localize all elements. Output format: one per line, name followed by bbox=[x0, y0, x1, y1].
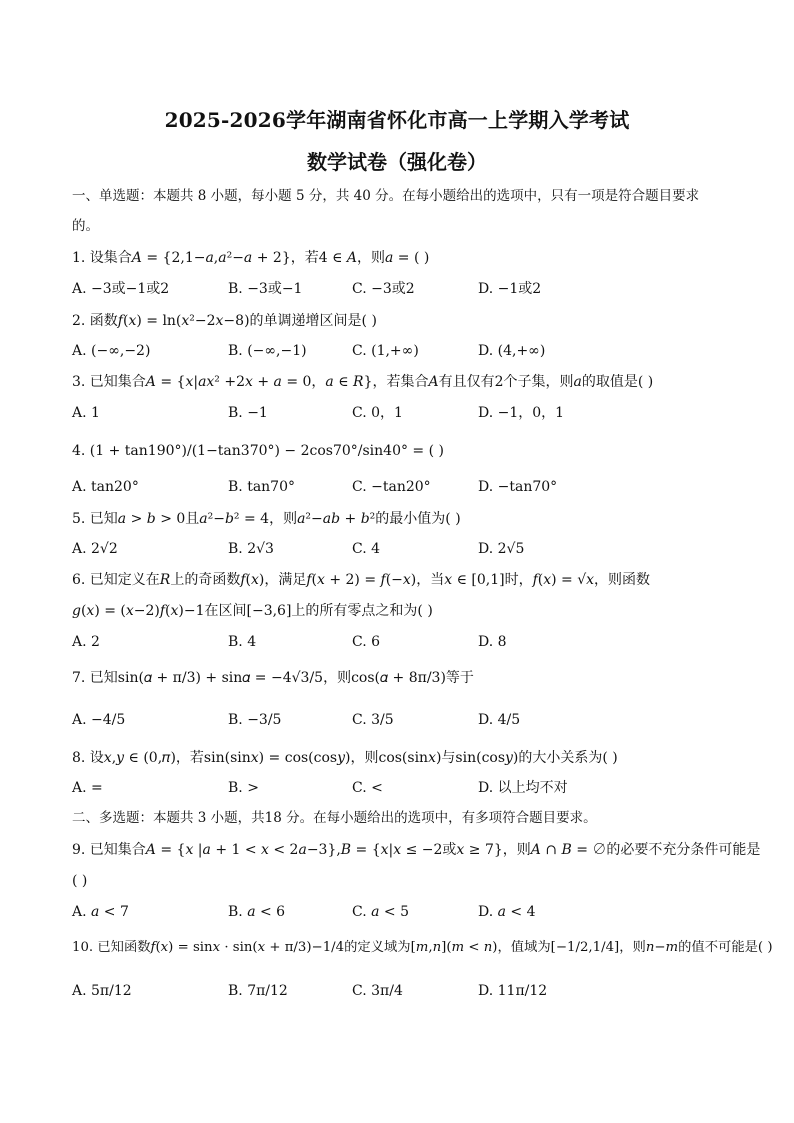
question-7-option-a: A. −4/5 bbox=[72, 712, 126, 728]
question-5-option-b: B. 2√3 bbox=[228, 541, 274, 557]
question-10-option-a: A. 5π/12 bbox=[72, 983, 132, 999]
question-5-option-c: C. 4 bbox=[352, 541, 381, 557]
question-3-option-b: B. −1 bbox=[228, 405, 268, 421]
question-10-stem: 10. 已知函数𝑓(𝑥) = sin𝑥 · sin(𝑥 + π/3)−1/4的定义域为[𝑚,𝑛](𝑚 < 𝑛)，值域为[−1/2,1/4]，则𝑛−𝑚的值不可能是( ) bbox=[72, 940, 773, 955]
question-3-option-d: D. −1，0，1 bbox=[478, 405, 565, 421]
question-2-stem: 2. 函数𝑓(𝑥) = ln(𝑥²−2𝑥−8)的单调递增区间是( ) bbox=[72, 313, 377, 329]
question-7-option-d: D. 4/5 bbox=[478, 712, 521, 728]
question-6-stem: 6. 已知定义在𝑅上的奇函数𝑓(𝑥)，满足𝑓(𝑥 + 2) = 𝑓(−𝑥)，当𝑥 ∈ [0,1]时，𝑓(𝑥) = √𝑥，则函数 bbox=[72, 572, 651, 588]
question-8-option-d: D. 以上均不对 bbox=[478, 780, 568, 796]
question-10-option-c: C. 3π/4 bbox=[352, 983, 403, 999]
question-1-option-d: D. −1或2 bbox=[478, 281, 542, 297]
question-2-option-c: C. (1,+∞) bbox=[352, 343, 419, 359]
question-8-option-b: B. > bbox=[228, 780, 259, 796]
question-1-stem: 1. 设集合𝐴 = {2,1−𝑎,𝑎²−𝑎 + 2}，若4 ∈ 𝐴，则𝑎 = ( ) bbox=[72, 250, 430, 266]
section1-instructions: 一、单选题：本题共 8 小题，每小题 5 分，共 40 分。在每小题给出的选项中，只有一项是符合题目要求 bbox=[72, 188, 700, 204]
question-3-stem: 3. 已知集合𝐴 = {𝑥|𝑎𝑥² +2𝑥 + 𝑎 = 0，𝑎 ∈ 𝑅}，若集合𝐴有且仅有2个子集，则𝑎的取值是( ) bbox=[72, 374, 654, 390]
question-9-option-c: C. 𝑎 < 5 bbox=[352, 904, 409, 920]
section2-instructions: 二、多选题：本题共 3 小题，共18 分。在每小题给出的选项中，有多项符合题目要求。 bbox=[72, 810, 597, 826]
question-8-option-c: C. < bbox=[352, 780, 383, 796]
question-4-option-a: A. tan20° bbox=[72, 479, 139, 495]
question-6-option-c: C. 6 bbox=[352, 634, 381, 650]
question-5-stem: 5. 已知𝑎 > 𝑏 > 0且𝑎²−𝑏² = 4，则𝑎²−𝑎𝑏 + 𝑏²的最小值为( ) bbox=[72, 511, 461, 527]
question-9-stem: 9. 已知集合𝐴 = {𝑥 |𝑎 + 1 < 𝑥 < 2𝑎−3},𝐵 = {𝑥|𝑥 ≤ −2或𝑥 ≥ 7}，则𝐴 ∩ 𝐵 = ∅的必要不充分条件可能是 bbox=[72, 842, 761, 858]
question-9-option-d: D. 𝑎 < 4 bbox=[478, 904, 536, 920]
question-8-stem: 8. 设𝑥,𝑦 ∈ (0,𝜋)，若sin(sin𝑥) = cos(cos𝑦)，则cos(sin𝑥)与sin(cos𝑦)的大小关系为( ) bbox=[72, 750, 618, 766]
question-2-option-d: D. (4,+∞) bbox=[478, 343, 546, 359]
question-7-option-c: C. 3/5 bbox=[352, 712, 394, 728]
question-5-option-d: D. 2√5 bbox=[478, 541, 525, 557]
question-8-option-a: A. = bbox=[72, 780, 103, 796]
question-6-option-b: B. 4 bbox=[228, 634, 257, 650]
exam-title: 2025-2026学年湖南省怀化市高一上学期入学考试 bbox=[164, 108, 630, 132]
question-6-option-d: D. 8 bbox=[478, 634, 507, 650]
question-10-option-d: D. 11π/12 bbox=[478, 983, 548, 999]
question-10-option-b: B. 7π/12 bbox=[228, 983, 288, 999]
question-2-option-b: B. (−∞,−1) bbox=[228, 343, 307, 359]
question-6-option-a: A. 2 bbox=[72, 634, 100, 650]
question-1-option-b: B. −3或−1 bbox=[228, 281, 303, 297]
question-9-stem-cont: ( ) bbox=[72, 873, 88, 889]
question-4-stem: 4. (1 + tan190°)/(1−tan370°) − 2cos70°/sin40° = ( ) bbox=[72, 443, 444, 459]
question-3-option-c: C. 0，1 bbox=[352, 405, 403, 421]
question-9-option-a: A. 𝑎 < 7 bbox=[72, 904, 129, 920]
question-4-option-b: B. tan70° bbox=[228, 479, 295, 495]
question-5-option-a: A. 2√2 bbox=[72, 541, 118, 557]
question-7-stem: 7. 已知sin(𝛼 + π/3) + sin𝛼 = −4√3/5，则cos(𝛼 + 8π/3)等于 bbox=[72, 670, 474, 686]
exam-subtitle: 数学试卷（强化卷） bbox=[307, 150, 487, 174]
question-6-stem-cont: 𝑔(𝑥) = (𝑥−2)𝑓(𝑥)−1在区间[−3,6]上的所有零点之和为( ) bbox=[72, 603, 433, 619]
question-1-option-a: A. −3或−1或2 bbox=[72, 281, 170, 297]
question-3-option-a: A. 1 bbox=[72, 405, 100, 421]
section1-instructions-cont: 的。 bbox=[72, 218, 99, 234]
question-2-option-a: A. (−∞,−2) bbox=[72, 343, 151, 359]
question-9-option-b: B. 𝑎 < 6 bbox=[228, 904, 286, 920]
question-4-option-d: D. −tan70° bbox=[478, 479, 558, 495]
question-1-option-c: C. −3或2 bbox=[352, 281, 415, 297]
question-7-option-b: B. −3/5 bbox=[228, 712, 282, 728]
question-4-option-c: C. −tan20° bbox=[352, 479, 431, 495]
